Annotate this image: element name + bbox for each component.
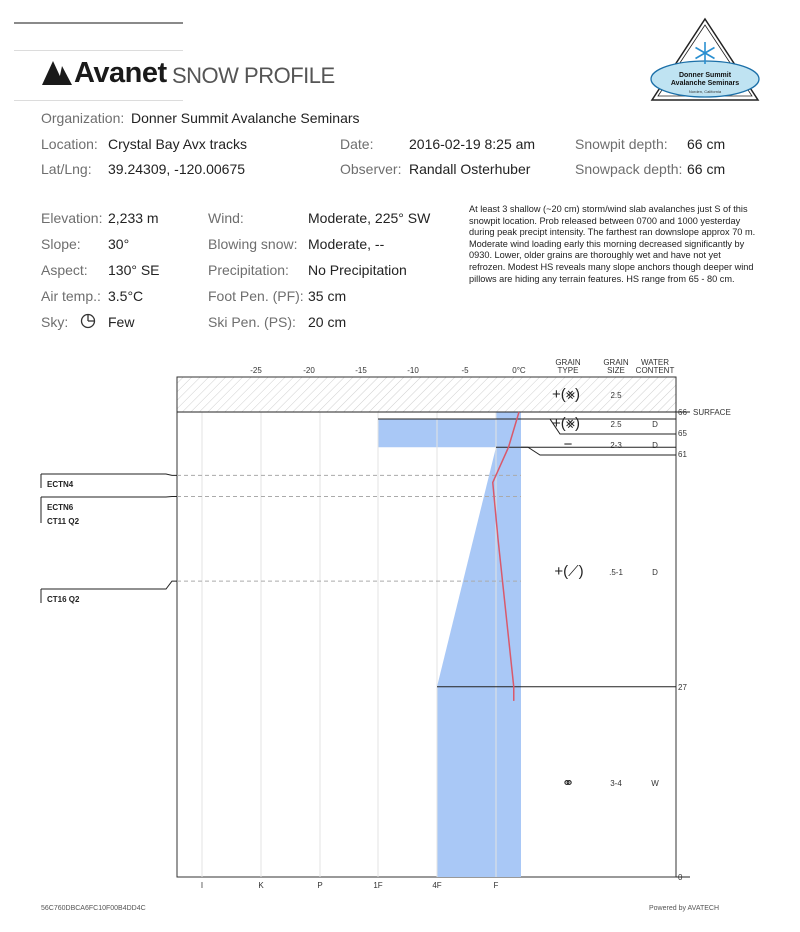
precipitation-label: Precipitation:: [208, 262, 289, 278]
layer-grain-size: .5-1: [609, 568, 623, 577]
hardness-layer-polygon: [437, 447, 521, 687]
aspect-label: Aspect:: [41, 262, 88, 278]
sky-value: Few: [108, 314, 135, 330]
brand-name: Avanet: [74, 57, 167, 89]
layer-grain-size: 3-4: [610, 779, 622, 788]
temp-tick: 0°C: [512, 366, 526, 375]
ski-pen-label: Ski Pen. (PS):: [208, 314, 296, 330]
grain-size-header-1: GRAIN: [603, 358, 629, 367]
new-snow-grain-type: +(⨳): [551, 386, 581, 403]
snowpack-depth-label: Snowpack depth:: [575, 161, 683, 177]
hardness-layer-polygon: [378, 419, 521, 447]
depth-label: 27: [678, 683, 687, 692]
layer-grain-size: 2-3: [610, 441, 622, 450]
aspect-value: 130° SE: [108, 262, 160, 278]
blowing-snow-value: Moderate, --: [308, 236, 385, 252]
layer-water-content: D: [652, 568, 658, 577]
temp-tick: -10: [407, 366, 419, 375]
water-content-header-1: WATER: [641, 358, 669, 367]
layer-grain-type: +(⨳): [551, 415, 581, 432]
foot-pen-label: Foot Pen. (PF):: [208, 288, 304, 304]
foot-pen-value: 35 cm: [308, 288, 347, 304]
air-temp-label: Air temp.:: [41, 288, 101, 304]
test-leader: [41, 474, 177, 475]
test-sublabel: CT11 Q2: [47, 517, 80, 526]
layer-water-content: W: [651, 779, 659, 788]
elevation-label: Elevation:: [41, 210, 103, 226]
grain-type-header-1: GRAIN: [555, 358, 581, 367]
organization-label: Organization:: [41, 110, 125, 126]
hardness-layer-polygon: [437, 687, 521, 877]
hardness-tick: F: [493, 881, 499, 890]
test-leader: [41, 581, 177, 589]
wind-label: Wind:: [208, 210, 244, 226]
latlng-label: Lat/Lng:: [41, 161, 92, 177]
observer-label: Observer:: [340, 161, 402, 177]
hardness-tick: P: [317, 881, 323, 890]
profile-id: 56C760DBCA6FC10F00B4DD4C: [41, 905, 146, 912]
temp-tick: -25: [250, 366, 262, 375]
snowpack-depth-value: 66 cm: [687, 161, 726, 177]
blowing-snow-label: Blowing snow:: [208, 236, 298, 252]
hardness-polygons: [378, 412, 521, 877]
depth-label: 66: [678, 408, 687, 417]
logo-line3: Norden, California: [688, 89, 722, 94]
date-value: 2016-02-19 8:25 am: [409, 136, 536, 152]
slope-value: 30°: [108, 236, 130, 252]
precipitation-value: No Precipitation: [308, 262, 407, 278]
hardness-tick: I: [200, 881, 204, 890]
layer-grain-size: 2.5: [610, 420, 622, 429]
latlng-value: 39.24309, -120.00675: [108, 161, 246, 177]
hardness-tick: 4F: [432, 881, 442, 890]
observer-value: Randall Osterhuber: [409, 161, 531, 177]
logo-line1: Donner Summit: [678, 72, 732, 79]
ski-pen-value: 20 cm: [308, 314, 347, 330]
layer-grain-type: −: [563, 436, 573, 453]
layer-water-content: D: [652, 441, 658, 450]
new-snow-band: [177, 377, 676, 412]
grain-size-header-2: SIZE: [607, 366, 625, 375]
brand-subtitle: SNOW PROFILE: [172, 63, 335, 88]
depth-label: 0: [678, 873, 683, 882]
depth-label: 65: [678, 429, 687, 438]
temp-tick: -20: [303, 366, 315, 375]
observation-notes: At least 3 shallow (~20 cm) storm/wind slab avalanches just S of this snowpit location. Prob released between 0700 and 1000 yesterday during peak precipt intensity. The farthest ran downslope approx 70 m. Moderate wind loading early this morning decreased significantly by 0930. Lower, older grains are thoroughly wet and have not yet refrozen. Modest HS reveals many slope anchors though deeper wind pillows are hiding any terrain features. HS range from 65 - 80 cm.: [469, 204, 756, 284]
snowpit-depth-value: 66 cm: [687, 136, 726, 152]
new-snow-grain-size: 2.5: [610, 391, 622, 400]
layer-water-content: D: [652, 420, 658, 429]
snowpit-depth-label: Snowpit depth:: [575, 136, 668, 152]
organization-value: Donner Summit Avalanche Seminars: [131, 110, 360, 126]
depth-label: 61: [678, 450, 687, 459]
elevation-value: 2,233 m: [108, 210, 159, 226]
wind-value: Moderate, 225° SW: [308, 210, 431, 226]
date-label: Date:: [340, 136, 374, 152]
test-label: CT16 Q2: [47, 595, 80, 604]
water-content-header-2: CONTENT: [635, 366, 675, 375]
location-value: Crystal Bay Avx tracks: [108, 136, 248, 152]
powered-by: Powered by AVATECH: [649, 905, 720, 912]
test-label: ECTN4: [47, 480, 74, 489]
temp-tick: -5: [461, 366, 469, 375]
profile-frame: [177, 412, 676, 877]
hardness-tick: K: [258, 881, 264, 890]
temp-tick: -15: [355, 366, 367, 375]
test-markers: [41, 474, 521, 603]
surface-label: SURFACE: [693, 408, 731, 417]
slope-label: Slope:: [41, 236, 81, 252]
sky-label: Sky:: [41, 314, 69, 330]
layer-boundaries: [177, 412, 690, 877]
test-label: ECTN6: [47, 503, 74, 512]
air-temp-value: 3.5°C: [108, 288, 144, 304]
logo-line2: Avalanche Seminars: [670, 80, 740, 87]
hardness-tick: 1F: [373, 881, 383, 890]
layer-grain-type: +(⟋): [554, 563, 584, 580]
grain-type-header-2: TYPE: [557, 366, 579, 375]
location-label: Location:: [41, 136, 98, 152]
layer-grain-type: ⚭: [561, 775, 575, 792]
